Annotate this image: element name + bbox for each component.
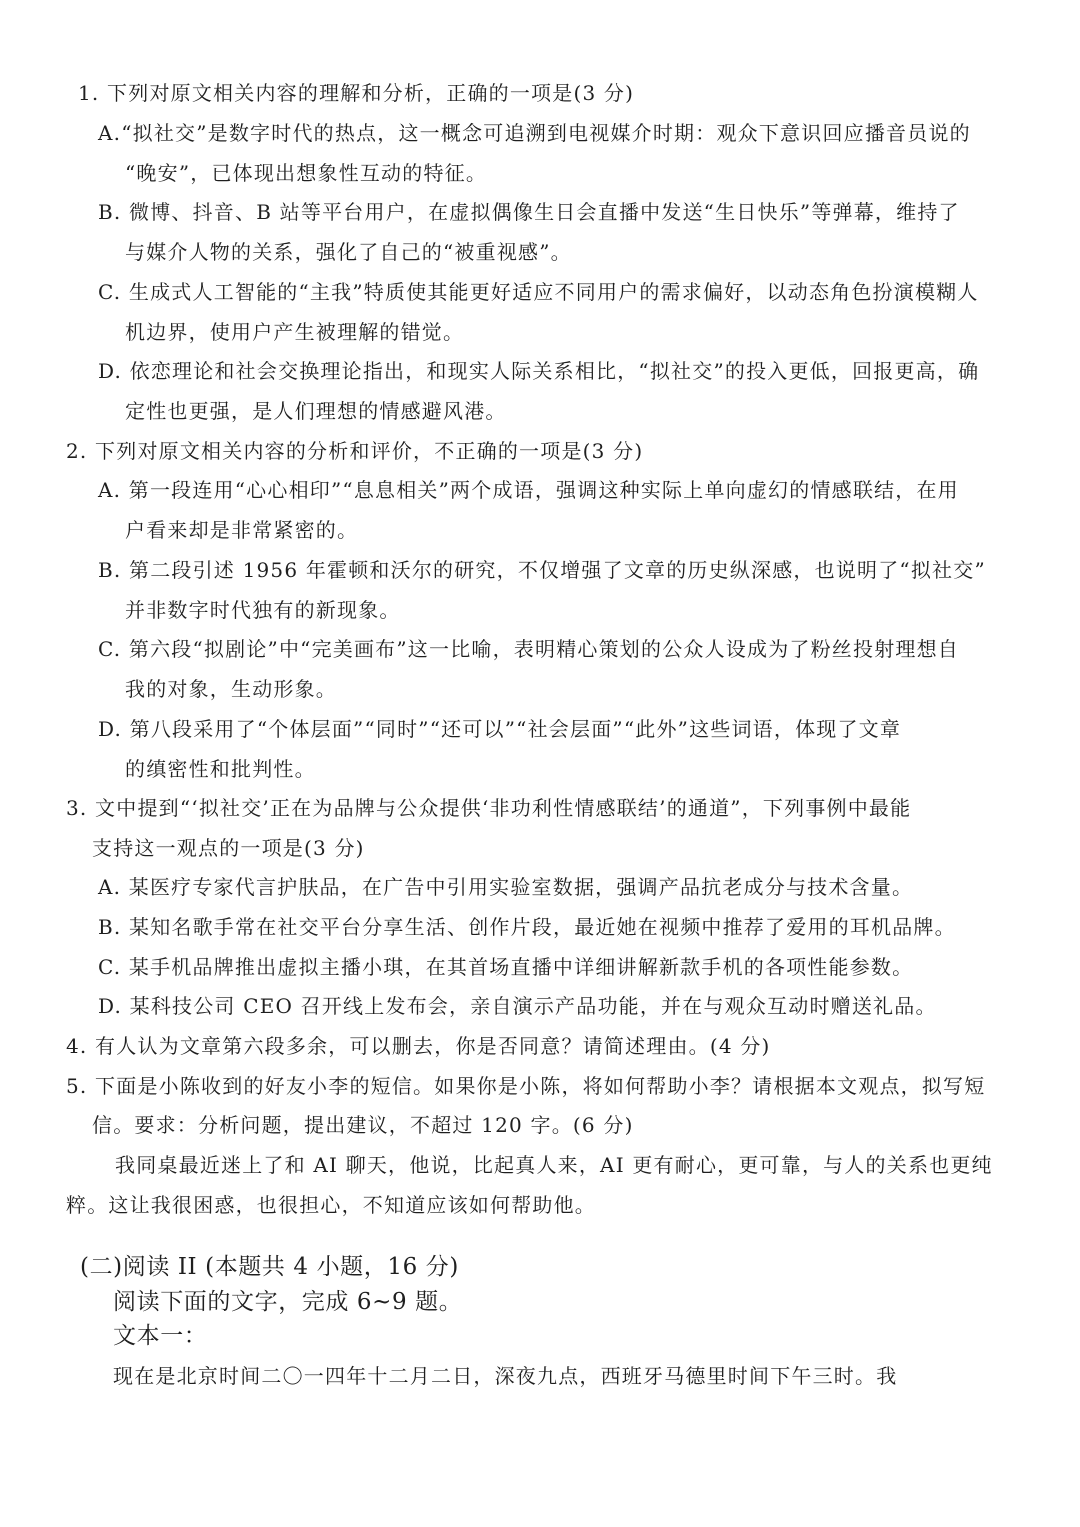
text-one-first-line: 现在是北京时间二〇一四年十二月二日，深夜九点，西班牙马德里时间下午三时。我	[113, 1364, 898, 1388]
text-one-label: 文本一：	[113, 1323, 208, 1349]
question-2-option-c-cont: 我的对象，生动形象。	[125, 677, 337, 701]
question-2-option-a-cont: 户看来却是非常紧密的。	[125, 518, 359, 542]
question-3-option-d: D. 某科技公司 CEO 召开线上发布会，亲自演示产品功能，并在与观众互动时赠送礼品。	[98, 994, 937, 1018]
question-2-option-d: D. 第八段采用了“个体层面”“同时”“还可以”“社会层面”“此外”这些词语，体现了文章	[98, 717, 902, 741]
question-3-stem: 3. 文中提到“‘拟社交’正在为品牌与公众提供‘非功利性情感联结’的通道”，下列事例中最能	[66, 796, 912, 820]
question-1-option-a: A.“拟社交”是数字时代的热点，这一概念可追溯到电视媒介时期：观众下意识回应播音员说的	[98, 121, 971, 145]
question-5-stem: 5. 下面是小陈收到的好友小李的短信。如果你是小陈，将如何帮助小李？请根据本文观点，拟写短	[66, 1074, 986, 1098]
question-1-option-a-cont: “晚安”，已体现出想象性互动的特征。	[125, 161, 488, 185]
question-2-option-c: C. 第六段“拟剧论”中“完美画布”这一比喻，表明精心策划的公众人设成为了粉丝投射理想自	[98, 637, 960, 661]
question-2-option-d-cont: 的缜密性和批判性。	[125, 757, 316, 781]
question-2-option-b-cont: 并非数字时代独有的新现象。	[125, 598, 401, 622]
question-1-stem: 1. 下列对原文相关内容的理解和分析，正确的一项是(3 分)	[78, 81, 635, 105]
question-2-option-b: B. 第二段引述 1956 年霍顿和沃尔的研究，不仅增强了文章的历史纵深感，也说明了“拟社交”	[98, 558, 986, 582]
question-5-stem-cont: 信。要求：分析问题，提出建议，不超过 120 字。(6 分)	[92, 1113, 634, 1137]
question-3-option-a: A. 某医疗专家代言护肤品，在广告中引用实验室数据，强调产品抗老成分与技术含量。	[98, 875, 914, 899]
question-1-option-c: C. 生成式人工智能的“主我”特质使其能更好适应不同用户的需求偏好，以动态角色扮演模糊人	[98, 280, 979, 304]
question-1-option-c-cont: 机边界，使用户产生被理解的错觉。	[125, 320, 465, 344]
question-2-stem: 2. 下列对原文相关内容的分析和评价，不正确的一项是(3 分)	[66, 439, 644, 463]
question-3-option-c: C. 某手机品牌推出虚拟主播小琪，在其首场直播中详细讲解新款手机的各项性能参数。	[98, 955, 914, 979]
question-4-stem: 4. 有人认为文章第六段多余，可以删去，你是否同意？请简述理由。(4 分)	[66, 1034, 771, 1058]
question-1-option-b: B. 微博、抖音、B 站等平台用户，在虚拟偶像生日会直播中发送“生日快乐”等弹幕，维持了	[98, 200, 960, 224]
question-1-option-b-cont: 与媒介人物的关系，强化了自己的“被重视感”。	[125, 240, 572, 264]
question-3-option-b: B. 某知名歌手常在社交平台分享生活、创作片段，最近她在视频中推荐了爱用的耳机品牌。	[98, 915, 956, 939]
section-2-instruction: 阅读下面的文字，完成 6~9 题。	[113, 1289, 463, 1315]
question-1-option-d: D. 依恋理论和社会交换理论指出，和现实人际关系相比，“拟社交”的投入更低，回报更高，确	[98, 359, 980, 383]
section-2-heading: (二)阅读 II (本题共 4 小题，16 分)	[80, 1254, 459, 1280]
sms-message-line-1: 我同桌最近迷上了和 AI 聊天，他说，比起真人来，AI 更有耐心，更可靠，与人的关系也更纯	[115, 1153, 993, 1177]
question-3-stem-cont: 支持这一观点的一项是(3 分)	[92, 836, 365, 860]
question-2-option-a: A. 第一段连用“心心相印”“息息相关”两个成语，强调这种实际上单向虚幻的情感联结，在用	[98, 478, 959, 502]
sms-message-line-2: 粹。这让我很困惑，也很担心，不知道应该如何帮助他。	[66, 1193, 596, 1217]
question-1-option-d-cont: 定性也更强，是人们理想的情感避风港。	[125, 399, 507, 423]
